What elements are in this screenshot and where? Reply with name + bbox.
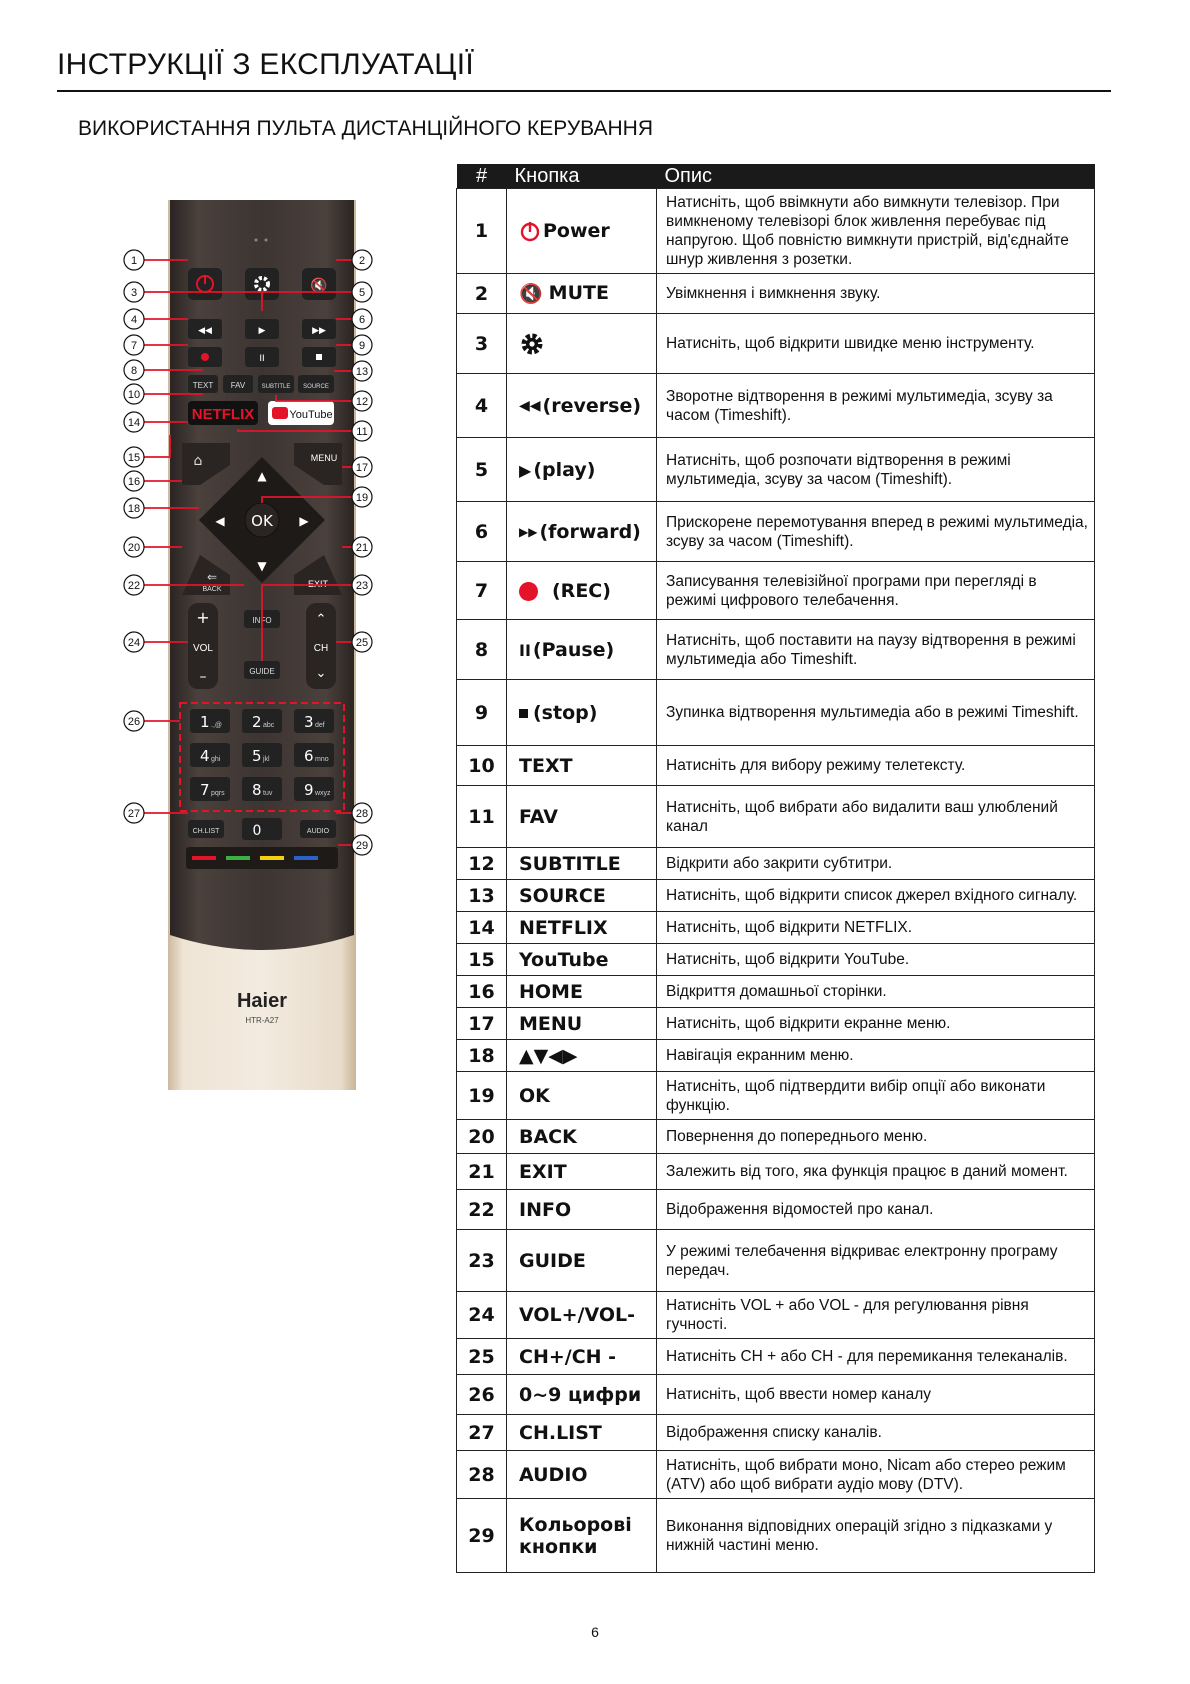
row-number: 7 (457, 562, 507, 620)
button-cell (507, 562, 657, 620)
row-number: 3 (457, 314, 507, 374)
button-name: Power (543, 219, 610, 242)
callout-number: 4 (130, 314, 138, 326)
callout-number: 16 (127, 476, 141, 488)
table-row (457, 1072, 1095, 1120)
red-button[interactable] (192, 856, 216, 860)
table-row (457, 1292, 1095, 1339)
ok-label: OK (251, 512, 273, 530)
button-cell (507, 1072, 657, 1120)
digit-pad (190, 709, 334, 801)
forward-icon: ▶▶ (519, 525, 538, 539)
play-icon: ▶ (258, 326, 266, 336)
button-cell (507, 502, 657, 562)
row-number: 23 (457, 1230, 507, 1292)
digit-7-letters: pqrs (211, 790, 225, 797)
table-row (457, 1190, 1095, 1230)
digit-4-letters: ghi (211, 756, 221, 763)
button-cell (507, 1190, 657, 1230)
row-number: 25 (457, 1339, 507, 1375)
table-row (457, 562, 1095, 620)
brand-logo: Haier (236, 990, 288, 1012)
button-name: (play) (533, 458, 596, 481)
digit-8-label: 8 (252, 781, 262, 799)
digit-1-letters: .,@ (211, 722, 222, 729)
description-cell: Натисніть, щоб відкрити швидке меню інструменту. (657, 314, 1095, 374)
digit-9-button[interactable] (294, 777, 334, 801)
digit-6-label: 6 (304, 747, 314, 765)
digit-4-label: 4 (200, 747, 210, 765)
channel-up-icon[interactable]: ⌃ (315, 612, 327, 627)
row-number: 18 (457, 1040, 507, 1072)
row-number: 16 (457, 976, 507, 1008)
callout-number: 14 (127, 417, 141, 429)
table-row (457, 746, 1095, 786)
col-header-num: # (457, 164, 507, 189)
digit-8-letters: tuv (263, 790, 273, 797)
description-cell: Натисніть, щоб вибрати моно, Nicam або стерео режим (ATV) або щоб вибрати аудіо мову (DTV). (657, 1451, 1095, 1499)
row-number: 10 (457, 746, 507, 786)
button-name: CH.LIST (519, 1421, 602, 1444)
button-name: SUBTITLE (519, 852, 621, 875)
table-row (457, 1040, 1095, 1072)
description-cell: Натисніть, щоб розпочати відтворення в режимі мультимедіа, зсуву за часом (Timeshift). (657, 438, 1095, 502)
row-number: 19 (457, 1072, 507, 1120)
description-cell: Натисніть, щоб відкрити YouTube. (657, 944, 1095, 976)
col-header-desc: Опис (657, 164, 1095, 189)
power-icon (519, 220, 541, 242)
callout-number: 25 (355, 637, 369, 649)
ch-label: CH (313, 643, 329, 654)
button-cell (507, 786, 657, 848)
digit-2-label: 2 (252, 713, 262, 731)
digit-3-letters: def (315, 722, 325, 729)
description-cell: Відкрити або закрити субтитри. (657, 848, 1095, 880)
button-cell (507, 848, 657, 880)
digit-4-button[interactable] (190, 743, 230, 767)
guide-label: GUIDE (249, 667, 275, 676)
subtitle-label: SUBTITLE (261, 384, 291, 390)
volume-down-icon[interactable]: – (199, 669, 207, 685)
digit-5-label: 5 (252, 747, 262, 765)
description-cell: Натисніть, щоб відкрити NETFLIX. (657, 912, 1095, 944)
source-label: SOURCE (303, 384, 329, 390)
callout-number: 13 (355, 366, 369, 378)
button-name: VOL+/VOL- (519, 1304, 636, 1326)
table-row (457, 438, 1095, 502)
table-row (457, 1375, 1095, 1415)
row-number: 9 (457, 680, 507, 746)
home-icon: ⌂ (193, 453, 203, 469)
youtube-icon (272, 407, 288, 419)
callout-leader-line (144, 435, 170, 457)
button-name: (Pause) (532, 638, 615, 661)
callout-number: 24 (127, 637, 141, 649)
back-label: BACK (202, 586, 222, 593)
table-row (457, 274, 1095, 314)
col-header-button: Кнопка (507, 164, 657, 189)
mute-icon: 🔇 (310, 278, 328, 294)
description-cell: Зворотне відтворення в режимі мультимедіа, зсуву за часом (Timeshift). (657, 374, 1095, 438)
blue-button[interactable] (294, 856, 318, 860)
button-name: 0~9 цифри (519, 1383, 642, 1406)
description-cell: Натисніть, щоб ввімкнути або вимкнути телевізор. При вимкненому телевізорі блок живлення перебуває під напругою. Щоб повністю вимкнути пристрій, від'єднайте шнур живлення з розетки. (657, 189, 1095, 274)
row-number: 27 (457, 1415, 507, 1451)
stop-icon (519, 709, 528, 718)
button-cell (507, 1230, 657, 1292)
model-label: HTR-A27 (245, 1016, 279, 1025)
button-cell (507, 314, 657, 374)
description-cell: Залежить від того, яка функція працює в даний момент. (657, 1154, 1095, 1190)
row-number: 22 (457, 1190, 507, 1230)
description-cell: Натисніть, щоб відкрити екранне меню. (657, 1008, 1095, 1040)
button-name: TEXT (519, 754, 573, 777)
youtube-label: YouTube (289, 409, 333, 421)
exit-label: EXIT (307, 579, 329, 589)
description-cell: Натисніть для вибору режиму телетексту. (657, 746, 1095, 786)
button-name: FAV (519, 805, 558, 828)
callout-number: 2 (358, 255, 366, 267)
button-name: (stop) (533, 701, 598, 724)
digit-2-button[interactable] (242, 709, 282, 733)
button-name: EXIT (519, 1160, 567, 1183)
button-name: AUDIO (519, 1463, 588, 1486)
table-row (457, 912, 1095, 944)
description-cell: Увімкнення і вимкнення звуку. (657, 274, 1095, 314)
button-name: BACK (519, 1125, 577, 1148)
description-cell: Виконання відповідних операцій згідно з підказками у нижній частині меню. (657, 1499, 1095, 1573)
vol-label: VOL (192, 643, 214, 654)
table-row (457, 976, 1095, 1008)
remote-svg (120, 195, 420, 1095)
button-name: (reverse) (542, 394, 642, 417)
menu-label: MENU (310, 453, 338, 463)
callout-number: 11 (356, 426, 368, 438)
info-label: INFO (252, 616, 272, 625)
row-number: 29 (457, 1499, 507, 1573)
table-row (457, 1499, 1095, 1573)
description-cell: Зупинка відтворення мультимедіа або в режимі Timeshift. (657, 680, 1095, 746)
button-name: MUTE (548, 282, 609, 304)
button-cell (507, 1451, 657, 1499)
button-cell (507, 1375, 657, 1415)
button-cell (507, 1339, 657, 1375)
stop-icon (316, 354, 322, 360)
description-cell: Натисніть, щоб вибрати або видалити ваш улюблений канал (657, 786, 1095, 848)
row-number: 14 (457, 912, 507, 944)
digit-3-button[interactable] (294, 709, 334, 733)
row-number: 20 (457, 1120, 507, 1154)
description-cell: Натисніть CH + або CH - для перемикання телеканалів. (657, 1339, 1095, 1375)
row-number: 4 (457, 374, 507, 438)
button-name: GUIDE (519, 1249, 586, 1272)
callout-number: 28 (355, 808, 369, 820)
description-cell: Записування телевізійної програми при перегляді в режимі цифрового телебачення. (657, 562, 1095, 620)
digit-9-letters: wxyz (315, 790, 331, 797)
button-name: NETFLIX (519, 916, 608, 939)
back-arrow-icon: ⇐ (206, 570, 218, 584)
callout-number: 20 (127, 542, 141, 554)
callout-number: 10 (127, 389, 141, 401)
volume-up-icon[interactable]: + (196, 608, 210, 627)
rec-icon (201, 353, 209, 361)
digit-6-letters: mno (315, 756, 329, 763)
page-number: 6 (591, 1624, 599, 1640)
digit-7-label: 7 (200, 781, 210, 799)
button-name: Кольорові кнопки (519, 1513, 632, 1558)
callout-number: 8 (130, 365, 138, 377)
row-number: 11 (457, 786, 507, 848)
table-row (457, 880, 1095, 912)
audio-label: AUDIO (306, 828, 330, 835)
row-number: 8 (457, 620, 507, 680)
description-cell: Натисніть, щоб поставити на паузу відтворення в режимі мультимедіа або Timeshift. (657, 620, 1095, 680)
button-cell (507, 976, 657, 1008)
row-number: 12 (457, 848, 507, 880)
table-row (457, 1339, 1095, 1375)
button-name: OK (519, 1084, 550, 1107)
button-cell (507, 374, 657, 438)
channel-down-icon[interactable]: ⌄ (315, 666, 327, 681)
button-cell (507, 746, 657, 786)
button-name: HOME (519, 980, 583, 1003)
digit-3-label: 3 (304, 713, 314, 731)
fav-label: FAV (230, 381, 246, 390)
button-name: ▲▼◀▶ (519, 1044, 578, 1067)
button-name: (forward) (539, 520, 641, 543)
description-cell: Навігація екранним меню. (657, 1040, 1095, 1072)
button-name: INFO (519, 1198, 572, 1221)
row-number: 21 (457, 1154, 507, 1190)
netflix-logo: NETFLIX (191, 406, 255, 423)
callout-number: 6 (358, 314, 366, 326)
digit-1-label: 1 (200, 713, 210, 731)
section-title: ВИКОРИСТАННЯ ПУЛЬТА ДИСТАНЦІЙНОГО КЕРУВАННЯ (78, 117, 653, 140)
button-name: SOURCE (519, 884, 606, 907)
callout-number: 15 (127, 452, 141, 464)
button-cell (507, 1499, 657, 1573)
callout-number: 12 (355, 396, 369, 408)
description-cell: Натисніть, щоб підтвердити вибір опції або виконати функцію. (657, 1072, 1095, 1120)
digit-6-button[interactable] (294, 743, 334, 767)
button-cell (507, 1120, 657, 1154)
table-row (457, 314, 1095, 374)
description-cell: Прискорене перемотування вперед в режимі мультимедіа, зсуву за часом (Timeshift). (657, 502, 1095, 562)
table-row (457, 680, 1095, 746)
button-cell (507, 1154, 657, 1190)
button-name: MENU (519, 1012, 583, 1035)
up-arrow-icon[interactable]: ▲ (257, 469, 267, 483)
pause-icon: II (519, 640, 531, 660)
table-row (457, 1451, 1095, 1499)
digit-1-button[interactable] (190, 709, 230, 733)
table-row (457, 502, 1095, 562)
table-header (457, 164, 1095, 189)
digit-2-letters: abc (263, 722, 275, 729)
digit-0-button[interactable] (242, 818, 282, 840)
callout-number: 29 (355, 840, 369, 852)
button-cell (507, 1040, 657, 1072)
button-cell (507, 189, 657, 274)
callout-number: 26 (127, 716, 141, 728)
callout-number: 22 (127, 580, 141, 592)
table-row (457, 620, 1095, 680)
row-number: 13 (457, 880, 507, 912)
digit-7-button[interactable] (190, 777, 230, 801)
button-cell (507, 274, 657, 314)
table-row (457, 944, 1095, 976)
callout-number: 23 (355, 580, 369, 592)
description-cell: Натисніть, щоб відкрити список джерел вхідного сигналу. (657, 880, 1095, 912)
left-arrow-icon[interactable]: ◀ (215, 514, 225, 528)
button-name: YouTube (519, 948, 609, 971)
buttons-table (456, 164, 1095, 1573)
row-number: 26 (457, 1375, 507, 1415)
table-row (457, 848, 1095, 880)
description-cell: Відкриття домашньої сторінки. (657, 976, 1095, 1008)
description-cell: Натисніть, щоб ввести номер каналу (657, 1375, 1095, 1415)
description-cell: Відображення списку каналів. (657, 1415, 1095, 1451)
table-row (457, 1230, 1095, 1292)
row-number: 28 (457, 1451, 507, 1499)
row-number: 2 (457, 274, 507, 314)
button-cell (507, 880, 657, 912)
callout-number: 7 (130, 340, 138, 352)
description-cell: Відображення відомостей про канал. (657, 1190, 1095, 1230)
table-row (457, 374, 1095, 438)
pause-icon: II (259, 354, 265, 364)
description-cell: У режимі телебачення відкриває електронну програму передач. (657, 1230, 1095, 1292)
callout-number: 9 (358, 340, 366, 352)
rec-icon (519, 582, 538, 601)
callout-number: 18 (127, 503, 141, 515)
yellow-button[interactable] (260, 856, 284, 860)
callout-number: 27 (127, 808, 141, 820)
button-name: CH+/CH - (519, 1345, 617, 1368)
row-number: 6 (457, 502, 507, 562)
callout-number: 5 (358, 287, 366, 299)
button-cell (507, 1415, 657, 1451)
row-number: 5 (457, 438, 507, 502)
button-cell (507, 438, 657, 502)
button-cell (507, 1292, 657, 1339)
callout-number: 21 (355, 542, 369, 554)
button-cell (507, 680, 657, 746)
row-number: 15 (457, 944, 507, 976)
button-cell (507, 944, 657, 976)
green-button[interactable] (226, 856, 250, 860)
table-row (457, 1415, 1095, 1451)
page-title: ІНСТРУКЦІЇ З ЕКСПЛУАТАЦІЇ (57, 48, 475, 81)
chlist-label: CH.LIST (192, 828, 220, 835)
digit-8-button[interactable] (242, 777, 282, 801)
forward-icon: ▶▶ (312, 326, 326, 336)
reverse-icon: ◀◀ (198, 326, 212, 336)
callout-number: 17 (355, 462, 369, 474)
digit-5-button[interactable] (242, 743, 282, 767)
row-number: 24 (457, 1292, 507, 1339)
button-name: (REC) (552, 579, 611, 602)
table-row (457, 1154, 1095, 1190)
down-arrow-icon[interactable]: ▼ (257, 559, 267, 573)
mute-icon: 🔇 (519, 283, 543, 305)
right-arrow-icon[interactable]: ▶ (299, 514, 309, 528)
button-cell (507, 620, 657, 680)
remote-illustration (120, 195, 420, 1095)
digit-0-label: 0 (252, 823, 262, 839)
digit-9-label: 9 (304, 781, 314, 799)
title-divider (57, 90, 1111, 92)
callout-number: 3 (130, 287, 138, 299)
gear-icon (519, 331, 545, 357)
table-row (457, 1120, 1095, 1154)
callout-number: 1 (130, 255, 138, 267)
row-number: 1 (457, 189, 507, 274)
button-cell (507, 912, 657, 944)
play-icon: ▶ (519, 460, 532, 480)
reverse-icon: ◀◀ (519, 398, 541, 414)
table-row (457, 1008, 1095, 1040)
digit-5-letters: jkl (263, 756, 270, 763)
table-row (457, 786, 1095, 848)
table-row (457, 189, 1095, 274)
button-cell (507, 1008, 657, 1040)
description-cell: Натисніть VOL + або VOL - для регулювання рівня гучності. (657, 1292, 1095, 1339)
text-label: TEXT (192, 381, 214, 390)
row-number: 17 (457, 1008, 507, 1040)
description-cell: Повернення до попереднього меню. (657, 1120, 1095, 1154)
callout-number: 19 (355, 492, 369, 504)
